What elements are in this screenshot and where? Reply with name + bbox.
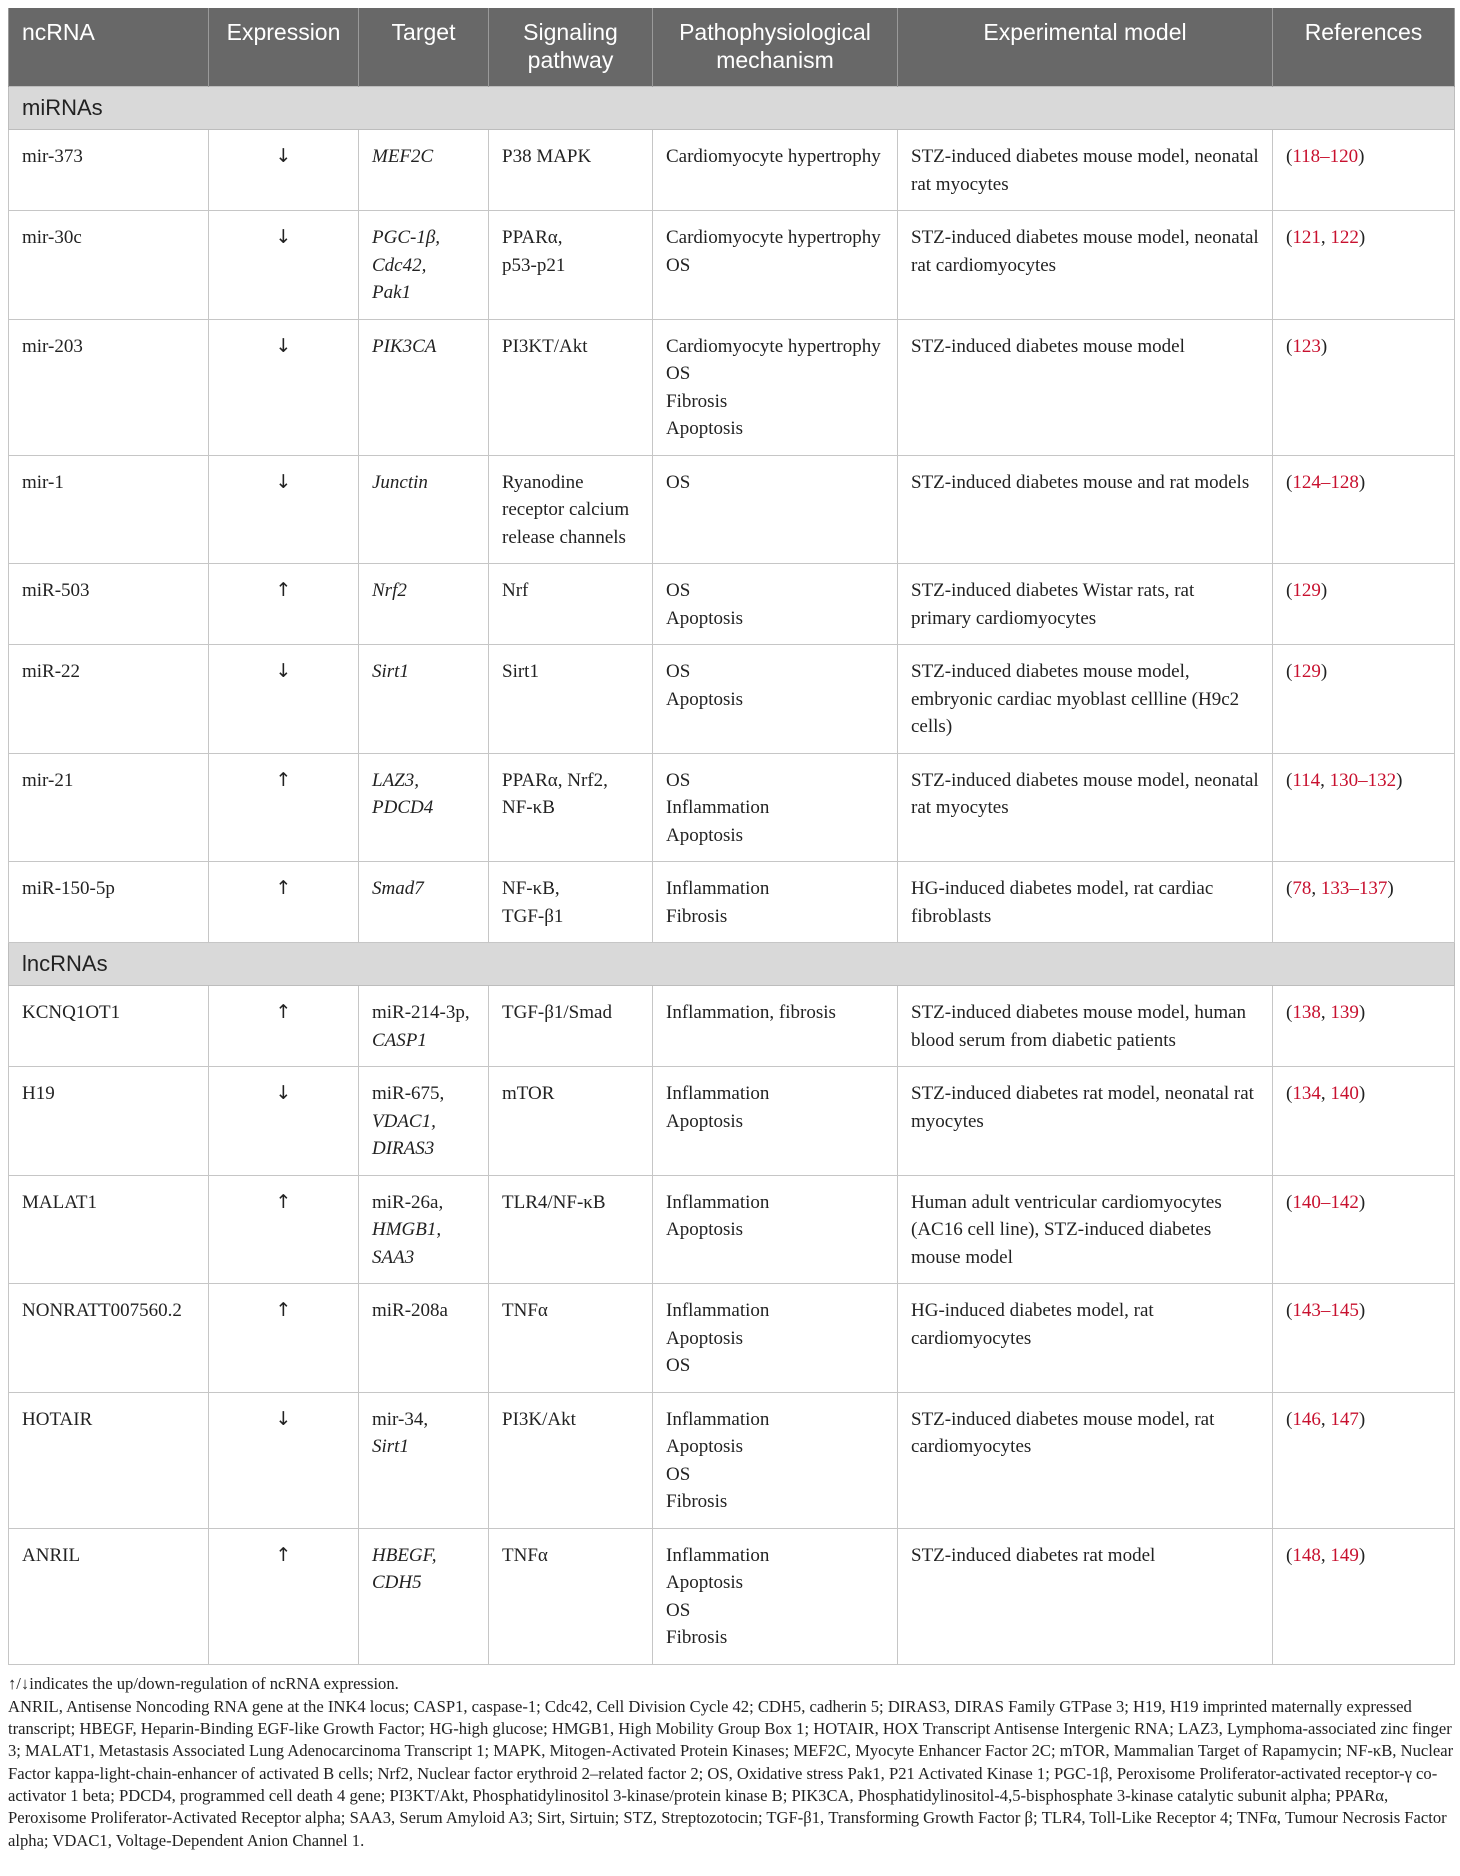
target-part: Smad7 <box>372 878 424 899</box>
target-part: miR-208a <box>372 1300 448 1321</box>
mechanism-line: Apoptosis <box>666 1436 744 1457</box>
model-line: Human adult ventricular cardiomyocytes (AC16 cell line), STZ-induced diabetes mouse model <box>911 1191 1222 1268</box>
cell-signaling-pathway <box>489 862 653 943</box>
cell-signaling-pathway <box>489 645 653 754</box>
cell-expression: ↑ <box>209 1175 359 1284</box>
reference-punctuation: ) <box>1358 1002 1366 1023</box>
cell-expression: ↑ <box>209 753 359 862</box>
cell-references <box>1273 455 1455 564</box>
table-row <box>9 1284 1455 1393</box>
cell-mechanism <box>653 1392 898 1528</box>
pathway-line: PPARα, <box>502 227 563 248</box>
cell-experimental-model <box>898 986 1273 1067</box>
pathway-line: p53-p21 <box>502 254 566 276</box>
cell-signaling-pathway <box>489 1284 653 1393</box>
mechanism-line: Apoptosis <box>666 688 744 710</box>
target-line <box>372 767 475 795</box>
reference-link[interactable]: 118–120 <box>1292 146 1359 167</box>
cell-experimental-model <box>898 564 1273 645</box>
cell-ncrna: H19 <box>9 1067 209 1176</box>
cell-references <box>1273 1175 1455 1284</box>
reference-punctuation: ) <box>1358 227 1366 248</box>
header-references: References <box>1273 8 1455 87</box>
target-line <box>372 577 475 605</box>
reference-link[interactable]: 124–128 <box>1292 471 1359 493</box>
target-line <box>372 1135 475 1163</box>
table-body <box>9 87 1455 1665</box>
reference-punctuation: ) <box>1358 471 1366 493</box>
pathway-line: TLR4/NF-κB <box>502 1191 606 1213</box>
header-row <box>9 8 1455 87</box>
pathway-line: PI3K/Akt <box>502 1408 576 1430</box>
reference-link[interactable]: 149 <box>1330 1544 1359 1566</box>
target-line <box>372 658 475 686</box>
cell-expression: ↑ <box>209 1284 359 1393</box>
cell-signaling-pathway <box>489 986 653 1067</box>
cell-experimental-model <box>898 1392 1273 1528</box>
cell-mechanism <box>653 986 898 1067</box>
mechanism-line: Cardiomyocyte hypertrophy <box>666 335 881 357</box>
pathway-line: mTOR <box>502 1083 555 1104</box>
cell-references <box>1273 645 1455 754</box>
cell-expression: ↓ <box>209 1067 359 1176</box>
reference-punctuation: ) <box>1320 661 1328 682</box>
pathway-line: TNFα <box>502 1544 548 1566</box>
model-line: STZ-induced diabetes mouse model, neonatal rat myocytes <box>911 769 1259 818</box>
target-part: DIRAS3 <box>372 1138 435 1159</box>
cell-ncrna: mir-30c <box>9 211 209 320</box>
target-line <box>372 1080 475 1108</box>
table-row <box>9 1175 1455 1284</box>
cell-target <box>359 1392 489 1528</box>
mechanism-line: Fibrosis <box>666 1627 728 1648</box>
cell-signaling-pathway <box>489 564 653 645</box>
table-footnotes <box>8 1673 1454 1852</box>
target-line <box>372 143 475 171</box>
model-line: STZ-induced diabetes mouse model, embryonic cardiac myoblast cellline (H9c2 cells) <box>911 661 1240 737</box>
target-part: Junctin <box>372 471 428 493</box>
target-part: miR-26a, <box>372 1191 444 1213</box>
mechanism-line: Cardiomyocyte hypertrophy <box>666 227 881 248</box>
pathway-line: TGF-β1/Smad <box>502 1002 612 1023</box>
reference-punctuation: ( <box>1286 335 1293 357</box>
cell-experimental-model <box>898 1067 1273 1176</box>
table-row <box>9 455 1455 564</box>
cell-target <box>359 986 489 1067</box>
target-part: miR-214-3p, <box>372 1002 470 1023</box>
cell-target <box>359 1528 489 1664</box>
reference-punctuation: ( <box>1286 1002 1293 1023</box>
mechanism-line: Inflammation, fibrosis <box>666 1002 836 1023</box>
mechanism-line: Inflammation <box>666 1083 770 1104</box>
cell-references <box>1273 1392 1455 1528</box>
reference-punctuation: , <box>1320 1544 1331 1566</box>
reference-link[interactable]: 114 <box>1292 769 1321 791</box>
target-line <box>372 999 475 1054</box>
reference-link[interactable]: 129 <box>1292 580 1321 601</box>
cell-references <box>1273 986 1455 1067</box>
mechanism-line: Inflammation <box>666 797 770 818</box>
reference-punctuation: , <box>1311 878 1321 899</box>
cell-references <box>1273 564 1455 645</box>
cell-experimental-model <box>898 645 1273 754</box>
table-row <box>9 862 1455 943</box>
cell-ncrna: KCNQ1OT1 <box>9 986 209 1067</box>
reference-punctuation: , <box>1320 1408 1331 1430</box>
cell-mechanism <box>653 455 898 564</box>
mechanism-line: OS <box>666 1355 691 1376</box>
mechanism-line: Inflammation <box>666 1191 770 1213</box>
cell-expression: ↑ <box>209 986 359 1067</box>
table-row <box>9 986 1455 1067</box>
table-row <box>9 211 1455 320</box>
target-line <box>372 1406 475 1434</box>
cell-ncrna: mir-203 <box>9 319 209 455</box>
reference-punctuation: ) <box>1396 769 1403 791</box>
reference-punctuation: , <box>1320 769 1330 791</box>
reference-link[interactable]: 140 <box>1330 1083 1359 1104</box>
table-row <box>9 319 1455 455</box>
cell-target <box>359 753 489 862</box>
reference-link[interactable]: 146 <box>1292 1408 1321 1430</box>
footnote-abbreviations: ANRIL, Antisense Noncoding RNA gene at the INK4 locus; CASP1, caspase-1; Cdc42, Cell Division Cycle 42; CDH5, cadherin 5; DIRAS3, DIRAS Family GTPase 3; H19, H19 imprinted maternally expressed transcript; HBEGF, Heparin-Binding EGF-like Growth Factor; HG-high glucose; HMGB1, High Mobility Group Box 1; HOTAIR, HOX Transcript Antisense Intergenic RNA; LAZ3, Lymphoma-associated zinc finger 3; MALAT1, Metastasis Associated Lung Adenocarcinoma Transcript 1; MAPK, Mitogen-Activated Protein Kinases; MEF2C, Myocyte Enhancer Factor 2C; mTOR, Mammalian Target of Rapamycin; NF-κB, Nuclear Factor kappa-light-chain-enhancer of activated B cells; Nrf2, Nuclear factor erythroid 2–related factor 2; OS, Oxidative stress Pak1, P21 Activated Kinase 1; PGC-1β, Peroxisome Proliferator-activated receptor-γ co-activator 1 beta; PDCD4, programmed cell death 4 gene; PI3KT/Akt, Phosphatidylinositol 3-kinase/protein kinase B; PIK3CA, Phosphatidylinositol-4,5-bisphosphate 3-kinase catalytic subunit alpha; PPARα, Peroxisome Proliferator-Activated Receptor alpha; SAA3, Serum Amyloid A3; Sirt, Sirtuin; STZ, Streptozotocin; TGF-β1, Transforming Growth Factor β; TLR4, Toll-Like Receptor 4; TNFα, Tumour Necrosis Factor alpha; VDAC1, Voltage-Dependent Anion Channel 1. <box>8 1696 1454 1850</box>
reference-punctuation: ) <box>1387 878 1394 899</box>
target-line <box>372 1569 475 1597</box>
cell-target <box>359 564 489 645</box>
header-signaling-pathway: Signaling pathway <box>489 8 653 87</box>
pathway-line: PI3KT/Akt <box>502 335 588 357</box>
reference-punctuation: ( <box>1286 471 1293 493</box>
reference-punctuation: , <box>1320 1002 1331 1023</box>
target-part: VDAC1, <box>372 1110 436 1132</box>
reference-link[interactable]: 78 <box>1292 878 1312 899</box>
cell-signaling-pathway <box>489 455 653 564</box>
target-line <box>372 469 475 497</box>
reference-punctuation: ) <box>1358 1300 1366 1321</box>
target-part: Sirt1 <box>372 661 409 682</box>
target-line <box>372 1297 475 1325</box>
table-row <box>9 753 1455 862</box>
reference-punctuation: ( <box>1286 1083 1293 1104</box>
cell-signaling-pathway <box>489 211 653 320</box>
reference-link[interactable]: 147 <box>1330 1408 1359 1430</box>
target-line <box>372 1542 475 1570</box>
model-line: HG-induced diabetes model, rat cardiomyocytes <box>911 1300 1154 1349</box>
mechanism-line: OS <box>666 1463 691 1485</box>
cell-signaling-pathway <box>489 130 653 211</box>
cell-ncrna: NONRATT007560.2 <box>9 1284 209 1393</box>
target-part: CDH5 <box>372 1572 422 1593</box>
cell-signaling-pathway <box>489 1392 653 1528</box>
mechanism-line: Inflammation <box>666 1300 770 1321</box>
target-part: Cdc42, <box>372 254 427 276</box>
reference-punctuation: ( <box>1286 661 1293 682</box>
target-line <box>372 875 475 903</box>
reference-punctuation: ) <box>1358 146 1365 167</box>
ncrna-table <box>8 8 1455 1665</box>
cell-target <box>359 1067 489 1176</box>
target-line <box>372 1189 475 1217</box>
mechanism-line: Fibrosis <box>666 1491 728 1512</box>
model-line: STZ-induced diabetes mouse and rat models <box>911 471 1250 493</box>
cell-ncrna: ANRIL <box>9 1528 209 1664</box>
reference-punctuation: ( <box>1286 146 1293 167</box>
cell-target <box>359 319 489 455</box>
pathway-line: PPARα, Nrf2, NF-κB <box>502 769 608 818</box>
cell-expression: ↑ <box>209 862 359 943</box>
group-label: lncRNAs <box>9 943 1455 986</box>
reference-punctuation: ( <box>1286 1544 1293 1566</box>
cell-references <box>1273 211 1455 320</box>
cell-expression: ↓ <box>209 319 359 455</box>
cell-experimental-model <box>898 1284 1273 1393</box>
target-part: Sirt1 <box>372 1436 409 1457</box>
mechanism-line: OS <box>666 254 691 276</box>
table-row <box>9 1067 1455 1176</box>
reference-punctuation: ) <box>1358 1544 1366 1566</box>
cell-expression: ↑ <box>209 564 359 645</box>
cell-mechanism <box>653 564 898 645</box>
header-expression: Expression <box>209 8 359 87</box>
target-part: PGC-1β, <box>372 227 441 248</box>
target-part: PDCD4 <box>372 797 434 818</box>
cell-experimental-model <box>898 862 1273 943</box>
table-row <box>9 1528 1455 1664</box>
reference-punctuation: ) <box>1358 1408 1366 1430</box>
header-pathophysiological-mechanism: Pathophysiological mechanism <box>653 8 898 87</box>
reference-punctuation: , <box>1320 1083 1331 1104</box>
reference-link[interactable]: 133–137 <box>1320 878 1388 899</box>
mechanism-line: OS <box>666 769 691 791</box>
cell-target <box>359 645 489 754</box>
target-part: Pak1 <box>372 282 412 303</box>
header-target: Target <box>359 8 489 87</box>
target-part: SAA3 <box>372 1246 415 1268</box>
pathway-line: Sirt1 <box>502 661 539 682</box>
cell-ncrna: miR-150-5p <box>9 862 209 943</box>
mechanism-line: Apoptosis <box>666 607 744 629</box>
mechanism-line: OS <box>666 363 691 384</box>
reference-link[interactable]: 134 <box>1292 1083 1321 1104</box>
header-ncrna: ncRNA <box>9 8 209 87</box>
cell-mechanism <box>653 1067 898 1176</box>
target-line <box>372 252 475 280</box>
target-line <box>372 1108 475 1136</box>
mechanism-line: OS <box>666 1599 691 1621</box>
cell-target <box>359 211 489 320</box>
table-row <box>9 645 1455 754</box>
target-part: LAZ3, <box>372 769 419 791</box>
cell-references <box>1273 1528 1455 1664</box>
cell-target <box>359 130 489 211</box>
reference-punctuation: ( <box>1286 769 1293 791</box>
cell-expression: ↑ <box>209 1528 359 1664</box>
cell-target <box>359 1284 489 1393</box>
mechanism-line: Apoptosis <box>666 1219 744 1240</box>
pathway-line: Ryanodine receptor calcium release channels <box>502 471 630 548</box>
cell-expression: ↓ <box>209 1392 359 1528</box>
pathway-line: P38 MAPK <box>502 146 592 167</box>
target-part: PIK3CA <box>372 335 437 357</box>
model-line: STZ-induced diabetes mouse model, neonatal rat myocytes <box>911 146 1259 195</box>
cell-signaling-pathway <box>489 1175 653 1284</box>
cell-references <box>1273 130 1455 211</box>
mechanism-line: Apoptosis <box>666 1572 744 1593</box>
reference-link[interactable]: 129 <box>1292 661 1321 682</box>
table-row <box>9 1392 1455 1528</box>
group-row <box>9 943 1455 986</box>
target-part: Nrf2 <box>372 580 407 601</box>
cell-mechanism <box>653 862 898 943</box>
reference-link[interactable]: 148 <box>1292 1544 1321 1566</box>
model-line: STZ-induced diabetes rat model, neonatal rat myocytes <box>911 1083 1254 1132</box>
cell-ncrna: mir-21 <box>9 753 209 862</box>
mechanism-line: Apoptosis <box>666 824 744 846</box>
cell-signaling-pathway <box>489 753 653 862</box>
pathway-line: TGF-β1 <box>502 905 564 927</box>
cell-target <box>359 862 489 943</box>
model-line: STZ-induced diabetes mouse model, human blood serum from diabetic patients <box>911 1002 1247 1051</box>
group-label: miRNAs <box>9 87 1455 130</box>
target-part: CASP1 <box>372 1029 427 1051</box>
cell-expression: ↓ <box>209 130 359 211</box>
cell-experimental-model <box>898 753 1273 862</box>
mechanism-line: OS <box>666 580 691 601</box>
cell-expression: ↓ <box>209 645 359 754</box>
reference-link[interactable]: 123 <box>1292 335 1321 357</box>
reference-punctuation: ( <box>1286 227 1293 248</box>
cell-target <box>359 455 489 564</box>
target-line <box>372 1433 475 1461</box>
mechanism-line: OS <box>666 661 691 682</box>
cell-ncrna: mir-1 <box>9 455 209 564</box>
cell-signaling-pathway <box>489 319 653 455</box>
mechanism-line: Apoptosis <box>666 418 744 439</box>
reference-punctuation: ( <box>1286 580 1293 601</box>
reference-punctuation: ( <box>1286 1300 1293 1321</box>
mechanism-line: Fibrosis <box>666 905 728 927</box>
target-part: mir-34, <box>372 1408 429 1430</box>
cell-mechanism <box>653 211 898 320</box>
cell-expression: ↓ <box>209 211 359 320</box>
cell-references <box>1273 753 1455 862</box>
reference-link[interactable]: 130–132 <box>1329 769 1397 791</box>
model-line: STZ-induced diabetes mouse model, neonatal rat cardiomyocytes <box>911 227 1259 276</box>
cell-mechanism <box>653 130 898 211</box>
pathway-line: NF-κB, <box>502 878 560 899</box>
model-line: STZ-induced diabetes rat model <box>911 1544 1156 1566</box>
cell-references <box>1273 319 1455 455</box>
target-line <box>372 333 475 361</box>
reference-punctuation: ) <box>1358 1191 1366 1213</box>
mechanism-line: Inflammation <box>666 878 770 899</box>
cell-mechanism <box>653 1175 898 1284</box>
cell-signaling-pathway <box>489 1528 653 1664</box>
pathway-line: TNFα <box>502 1300 548 1321</box>
mechanism-line: OS <box>666 471 691 493</box>
model-line: STZ-induced diabetes mouse model, rat cardiomyocytes <box>911 1408 1215 1457</box>
model-line: STZ-induced diabetes Wistar rats, rat primary cardiomyocytes <box>911 580 1195 629</box>
cell-ncrna: HOTAIR <box>9 1392 209 1528</box>
mechanism-line: Inflammation <box>666 1544 770 1566</box>
target-line <box>372 224 475 252</box>
target-line <box>372 1216 475 1244</box>
target-part: MEF2C <box>372 146 434 167</box>
header-experimental-model: Experimental model <box>898 8 1273 87</box>
target-part: HMGB1, <box>372 1219 442 1240</box>
mechanism-line: Inflammation <box>666 1408 770 1430</box>
reference-link[interactable]: 122 <box>1330 227 1359 248</box>
reference-punctuation: ( <box>1286 878 1293 899</box>
model-line: HG-induced diabetes model, rat cardiac fibroblasts <box>911 878 1214 927</box>
cell-expression: ↓ <box>209 455 359 564</box>
mechanism-line: Cardiomyocyte hypertrophy <box>666 146 881 167</box>
cell-mechanism <box>653 1528 898 1664</box>
cell-mechanism <box>653 319 898 455</box>
cell-mechanism <box>653 753 898 862</box>
reference-punctuation: ) <box>1320 335 1328 357</box>
reference-punctuation: ) <box>1358 1083 1366 1104</box>
cell-experimental-model <box>898 319 1273 455</box>
group-row <box>9 87 1455 130</box>
cell-mechanism <box>653 1284 898 1393</box>
reference-link[interactable]: 140–142 <box>1292 1191 1359 1213</box>
cell-references <box>1273 1284 1455 1393</box>
model-line: STZ-induced diabetes mouse model <box>911 335 1185 357</box>
cell-experimental-model <box>898 455 1273 564</box>
reference-link[interactable]: 143–145 <box>1292 1300 1359 1321</box>
target-line <box>372 794 475 822</box>
cell-experimental-model <box>898 130 1273 211</box>
cell-ncrna: mir-373 <box>9 130 209 211</box>
cell-ncrna: MALAT1 <box>9 1175 209 1284</box>
table-row <box>9 130 1455 211</box>
target-line <box>372 1244 475 1272</box>
table-row <box>9 564 1455 645</box>
mechanism-line: Apoptosis <box>666 1110 744 1132</box>
reference-punctuation: ) <box>1320 580 1328 601</box>
target-part: miR-675, <box>372 1083 445 1104</box>
reference-punctuation: , <box>1320 227 1331 248</box>
target-part: HBEGF, <box>372 1544 437 1566</box>
target-line <box>372 279 475 307</box>
cell-references <box>1273 1067 1455 1176</box>
pathway-line: Nrf <box>502 580 529 601</box>
reference-link[interactable]: 138 <box>1292 1002 1321 1023</box>
cell-experimental-model <box>898 1175 1273 1284</box>
reference-link[interactable]: 121 <box>1292 227 1321 248</box>
cell-experimental-model <box>898 1528 1273 1664</box>
cell-target <box>359 1175 489 1284</box>
cell-ncrna: miR-503 <box>9 564 209 645</box>
cell-mechanism <box>653 645 898 754</box>
footnote-arrows: ↑/↓indicates the up/down-regulation of ncRNA expression. <box>8 1673 399 1693</box>
reference-punctuation: ( <box>1286 1408 1293 1430</box>
mechanism-line: Fibrosis <box>666 390 728 412</box>
table-figure <box>8 8 1454 1853</box>
cell-signaling-pathway <box>489 1067 653 1176</box>
cell-ncrna: miR-22 <box>9 645 209 754</box>
reference-punctuation: ( <box>1286 1191 1293 1213</box>
cell-experimental-model <box>898 211 1273 320</box>
cell-references <box>1273 862 1455 943</box>
reference-link[interactable]: 139 <box>1330 1002 1359 1023</box>
mechanism-line: Apoptosis <box>666 1327 744 1349</box>
